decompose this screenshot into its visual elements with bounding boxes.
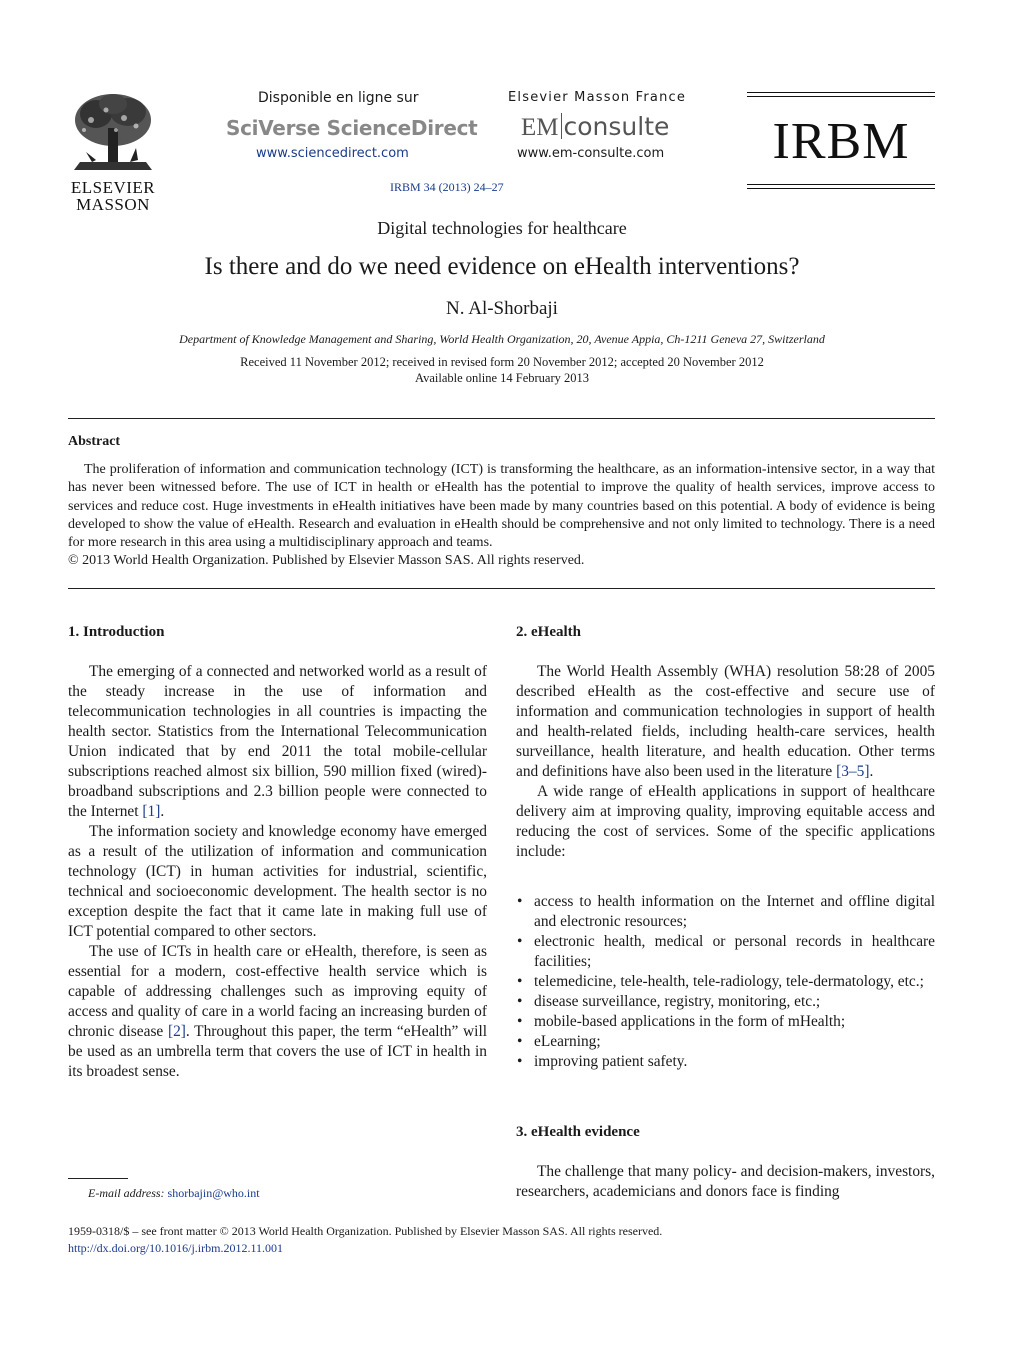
ehealth-heading: 2. eHealth: [516, 624, 581, 640]
received-dates: Received 11 November 2012; received in revised form 20 November 2012; accepted 20 November 2012: [240, 355, 764, 369]
masson-logo-word: MASSON: [76, 195, 150, 214]
email-label: E-mail address:: [88, 1186, 165, 1200]
abstract-text: The proliferation of information and communication technology (ICT) is transforming the healthcare, as an information-intensive sector, in a way that has never been witnessed before. The use of ICT in health or eHealth has the potential to improve the quality of health services, improve access to services and reduce cost. Huge investments in eHealth initiatives have been made by many countries based on this potential. A body of evidence is being developed to show the value of eHealth. Research and evaluation in eHealth should be comprehensive and not only limited to technology. There is a need for more research in this area using a multidisciplinary approach and teams.: [68, 462, 935, 551]
citation-2-link[interactable]: [2]: [167, 1023, 186, 1040]
elsevier-masson-logo: [66, 90, 160, 212]
email-link[interactable]: shorbajin@who.int: [167, 1186, 260, 1200]
list-item: • disease surveillance, registry, monitoring, etc.;: [516, 992, 935, 1012]
author-name: N. Al-Shorbaji: [446, 298, 558, 319]
divider-abstract: [68, 588, 935, 589]
irbm-bottom-rule-2: [747, 188, 935, 189]
intro-p1-end: .: [160, 803, 165, 820]
intro-p3-text: The use of ICTs in health care or eHealth, therefore, is seen as essential for a modern, cost-effective health service which is capable of addressing challenges such as improving equity of access and quality of care in a world facing an increasing burden of chronic disease: [68, 943, 487, 1040]
intro-section: [68, 662, 487, 1082]
em-logo-divider: [561, 113, 562, 139]
journal-reference-link[interactable]: IRBM 34 (2013) 24–27: [390, 180, 504, 194]
list-item: • access to health information on the Internet and offline digital and electronic resources;: [516, 892, 935, 932]
ehealth-paragraph-1: [516, 662, 935, 782]
section-label: Digital technologies for healthcare: [377, 218, 627, 238]
intro-paragraph-2: The information society and knowledge economy have emerged as a result of the utilization of information and communication technology (ICT) in human activities for industrial, scientific, technical and socioeconomic development. The health sector is no exception despite the fact that it came late in making full use of ICT potential compared to other sectors.: [68, 823, 487, 940]
list-item: • eLearning;: [516, 1032, 935, 1052]
list-item: • mobile-based applications in the form of mHealth;: [516, 1012, 935, 1032]
evidence-heading: 3. eHealth evidence: [516, 1124, 640, 1140]
email-footnote: [88, 1186, 260, 1201]
available-online-date: Available online 14 February 2013: [414, 371, 590, 385]
evidence-section: [516, 1162, 935, 1202]
author-affiliation: Department of Knowledge Management and Sharing, World Health Organization, 20, Avenue Appia, Ch-1211 Geneva 27, Switzerland: [179, 332, 825, 346]
divider-top: [68, 418, 935, 419]
irbm-top-rule: [747, 92, 935, 93]
em-logo-left: EM: [521, 114, 559, 141]
available-online-label: Disponible en ligne sur: [258, 90, 419, 106]
elsevier-masson-france-label: Elsevier Masson France: [508, 90, 687, 105]
list-item: • electronic health, medical or personal records in healthcare facilities;: [516, 932, 935, 972]
sciencedirect-link[interactable]: www.sciencedirect.com: [256, 146, 409, 161]
em-consulte-link[interactable]: www.em-consulte.com: [517, 146, 665, 161]
intro-paragraph-1: [68, 662, 487, 822]
em-consulte-logo: [521, 112, 669, 142]
footnote-rule: [68, 1178, 128, 1179]
ehealth-p1-text: The World Health Assembly (WHA) resolution 58:28 of 2005 described eHealth as the cost-effective and secure use of information and communication technologies in support of health and health-related fields, including health-care services, health surveillance, health literature, and health education. Other terms and definitions have also been used in the literature: [516, 663, 935, 780]
intro-p1-text: The emerging of a connected and networked world as a result of the steady increase in the use of information and telecommunication technologies in all countries is impacting the health sector. Statistics from the International Telecommunication Union indicated that by end 2011 the total mobile-cellular subscriptions reached almost six billion, 590 million fixed (wired)-broadband subscriptions and 2.3 billion people were connected to the Internet: [68, 663, 487, 820]
em-logo-right: consulte: [563, 112, 670, 141]
intro-paragraph-3: [68, 942, 487, 1082]
elsevier-logo-word: ELSEVIER: [70, 178, 156, 197]
abstract-body: [68, 461, 935, 571]
doi-link[interactable]: http://dx.doi.org/10.1016/j.irbm.2012.11.001: [68, 1241, 284, 1255]
applications-list: [516, 892, 935, 1072]
citation-3-5-link[interactable]: [3–5]: [836, 763, 870, 780]
irbm-top-rule-2: [747, 96, 935, 97]
citation-1-link[interactable]: [1]: [142, 803, 161, 820]
list-item: • telemedicine, tele-health, tele-radiology, tele-dermatology, etc.;: [516, 972, 935, 992]
evidence-paragraph-1: The challenge that many policy- and decision-makers, investors, researchers, academicians and donors face is finding: [516, 1163, 935, 1200]
abstract-copyright: © 2013 World Health Organization. Published by Elsevier Masson SAS. All rights reserved.: [68, 553, 585, 569]
article-title: Is there and do we need evidence on eHealth interventions?: [204, 253, 800, 280]
ehealth-p1-end: .: [869, 763, 874, 780]
intro-p3-end: . Throughout this paper, the term “eHealth” will be used as an umbrella term that covers the use of ICT in health in its broadest sense.: [68, 1023, 487, 1080]
sciverse-sciencedirect-logo: SciVerse ScienceDirect: [226, 116, 478, 140]
ehealth-paragraph-2: A wide range of eHealth applications in support of healthcare delivery aim at improving quality, improving equitable access and reducing the cost of services. Some of the specific applications include:: [516, 783, 935, 860]
irbm-logo-text: IRBM: [772, 113, 910, 170]
ehealth-section: [516, 662, 935, 1072]
irbm-journal-logo: [747, 92, 935, 192]
issn-line: 1959-0318/$ – see front matter © 2013 World Health Organization. Published by Elsevier Masson SAS. All rights reserved.: [68, 1224, 663, 1238]
list-item: • improving patient safety.: [516, 1052, 935, 1072]
intro-heading: 1. Introduction: [68, 624, 165, 640]
elsevier-tree-icon: [66, 90, 160, 174]
irbm-bottom-rule: [747, 184, 935, 185]
abstract-heading: Abstract: [68, 434, 121, 449]
